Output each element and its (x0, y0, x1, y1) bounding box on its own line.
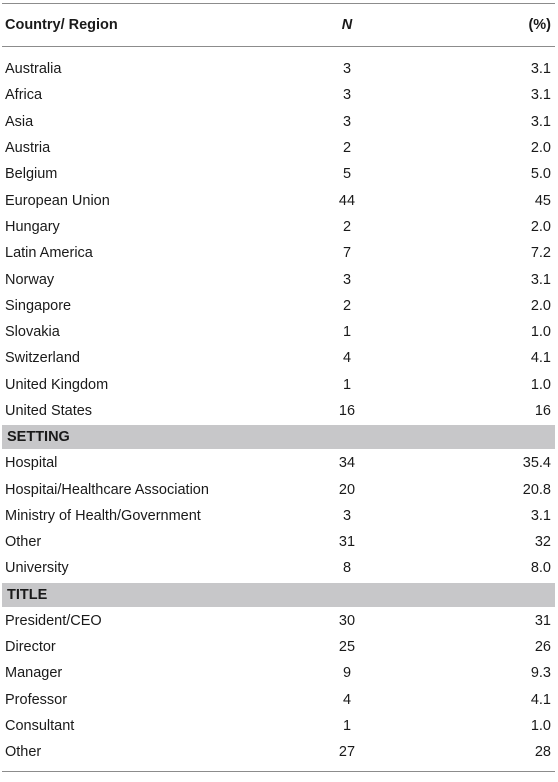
row-pct: 2.0 (530, 140, 551, 157)
setting-section (2, 450, 555, 581)
row-n: 1 (342, 717, 352, 734)
row-label: Latin America (5, 245, 93, 262)
row-pct: 1.0 (530, 376, 551, 393)
table-row (2, 240, 555, 266)
row-n: 20 (338, 481, 356, 498)
row-pct: 3.1 (530, 113, 551, 130)
row-label: Hospitai/Healthcare Association (5, 481, 209, 498)
row-pct: 1.0 (530, 717, 551, 734)
table-row (2, 529, 555, 555)
table-row (2, 398, 555, 424)
title-section (2, 608, 555, 766)
row-n: 16 (338, 403, 356, 419)
country-section (2, 56, 555, 424)
table-row (2, 660, 555, 686)
row-label: Other (5, 534, 42, 551)
row-label: President/CEO (5, 612, 102, 629)
row-n: 8 (342, 560, 352, 577)
row-label: Ministry of Health/Government (5, 507, 201, 524)
row-n: 3 (342, 507, 352, 524)
row-pct: 4.1 (530, 350, 551, 367)
row-pct: 3.1 (530, 87, 551, 104)
table-row (2, 739, 555, 765)
row-pct: 7.2 (530, 245, 551, 262)
row-label: Austria (5, 140, 51, 157)
row-pct: 32 (534, 534, 551, 551)
row-label: Norway (5, 271, 55, 288)
row-label: Manager (5, 665, 63, 682)
row-n: 3 (342, 61, 352, 78)
row-label: Hospital (5, 455, 58, 472)
table-row (2, 161, 555, 187)
table-row (2, 555, 555, 581)
row-pct: 20.8 (522, 481, 551, 498)
data-table (2, 3, 555, 772)
table-row (2, 109, 555, 135)
row-label: Singapore (5, 297, 72, 314)
row-n: 1 (342, 324, 352, 341)
row-label: Other (5, 744, 42, 761)
row-n: 3 (342, 271, 352, 288)
row-pct: 5.0 (530, 166, 551, 183)
row-pct: 3.1 (530, 507, 551, 524)
row-pct: 3.1 (530, 271, 551, 288)
row-n: 3 (342, 113, 352, 130)
row-label: Australia (5, 61, 62, 78)
header-label: Country/ Region (5, 17, 118, 33)
row-pct: 16 (534, 403, 551, 419)
row-pct: 2.0 (530, 218, 551, 235)
table-row (2, 687, 555, 713)
row-label: Belgium (5, 166, 58, 183)
row-label: Switzerland (5, 350, 80, 367)
row-pct: 8.0 (530, 560, 551, 577)
row-label: Consultant (5, 717, 75, 734)
table-row (2, 372, 555, 398)
row-label: Hungary (5, 218, 60, 235)
table-row (2, 56, 555, 82)
table-row (2, 266, 555, 292)
table-row (2, 608, 555, 634)
row-label: United Kingdom (5, 376, 109, 393)
table-row (2, 214, 555, 240)
row-label: Professor (5, 691, 68, 708)
row-label: University (5, 560, 69, 577)
row-label: European Union (5, 192, 110, 209)
row-label: United States (5, 403, 93, 419)
row-n: 5 (342, 166, 352, 183)
bottom-rule (2, 771, 555, 772)
header-rule (2, 46, 555, 47)
row-n: 2 (342, 297, 352, 314)
row-label: Slovakia (5, 324, 60, 341)
header-pct: (%) (528, 17, 551, 33)
row-pct: 31 (534, 612, 551, 629)
row-n: 31 (338, 534, 356, 551)
row-n: 44 (338, 192, 356, 209)
table-row (2, 82, 555, 108)
row-label: Asia (5, 113, 34, 130)
table-row (2, 135, 555, 161)
row-label: Africa (5, 87, 43, 104)
row-n: 1 (342, 376, 352, 393)
table-row (2, 319, 555, 345)
row-pct: 35.4 (522, 455, 551, 472)
row-n: 3 (342, 87, 352, 104)
row-pct: 28 (534, 744, 551, 761)
row-n: 9 (342, 665, 352, 682)
table-row (2, 187, 555, 213)
table-row (2, 634, 555, 660)
section-title: SETTING (7, 429, 70, 446)
row-n: 27 (338, 744, 356, 761)
row-n: 7 (342, 245, 352, 262)
row-n: 2 (342, 218, 352, 235)
section-header-setting (2, 425, 555, 449)
row-label: Director (5, 639, 56, 656)
table-row (2, 450, 555, 476)
row-pct: 26 (534, 639, 551, 656)
row-n: 4 (342, 691, 352, 708)
row-pct: 4.1 (530, 691, 551, 708)
table-row (2, 476, 555, 502)
row-n: 25 (338, 639, 356, 656)
row-n: 2 (342, 140, 352, 157)
table-row (2, 503, 555, 529)
row-n: 4 (342, 350, 352, 367)
row-pct: 9.3 (530, 665, 551, 682)
table-row (2, 293, 555, 319)
section-title: TITLE (7, 586, 48, 603)
row-n: 34 (338, 455, 356, 472)
section-header-title (2, 583, 555, 607)
table-row (2, 713, 555, 739)
row-pct: 45 (534, 192, 551, 209)
table-row (2, 345, 555, 371)
row-pct: 3.1 (530, 61, 551, 78)
row-pct: 2.0 (530, 297, 551, 314)
table-header (2, 4, 555, 46)
header-n: N (341, 17, 353, 33)
row-pct: 1.0 (530, 324, 551, 341)
row-n: 30 (338, 612, 356, 629)
